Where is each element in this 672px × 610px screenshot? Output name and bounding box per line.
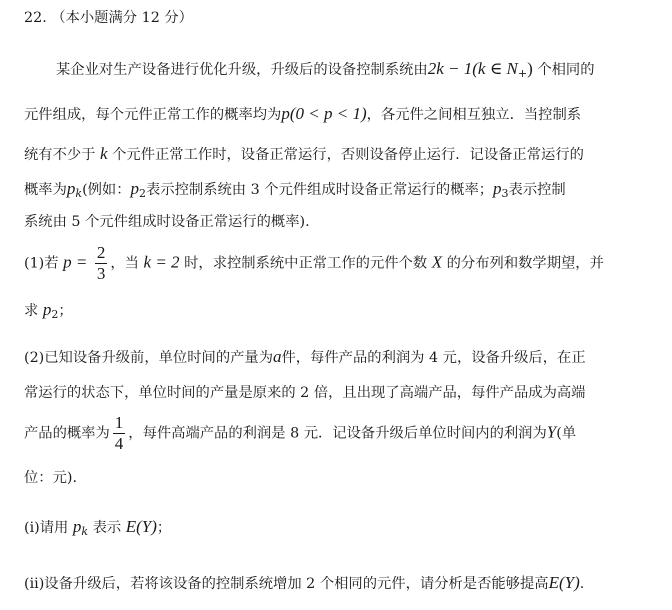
subquestion-i xyxy=(24,517,658,542)
problem-header xyxy=(24,8,658,28)
subquestion-ii xyxy=(24,573,658,594)
text: 某企业对生产设备进行优化升级，升级后的设备控制系统由 xyxy=(56,62,428,78)
math-var: X xyxy=(431,252,443,272)
intro-line-2 xyxy=(24,104,658,125)
math-sub: k xyxy=(75,187,83,200)
text: 表示控制系统由 3 个元件组成时设备正常运行的概率； xyxy=(146,182,494,198)
part2-line-3 xyxy=(24,413,658,454)
part2-line-1 xyxy=(24,347,658,368)
frac-num: 2 xyxy=(96,243,106,262)
math-paren: ) xyxy=(527,59,533,78)
part2-line-2 xyxy=(24,383,658,403)
text: ； xyxy=(156,520,172,536)
text: 时，求控制系统中正常工作的元件个数 xyxy=(184,255,428,272)
math-expr: 2k − 1 xyxy=(427,59,473,78)
math-cond: (k ∈ N xyxy=(472,59,518,78)
math-sub: k xyxy=(81,525,89,538)
text: (单 xyxy=(556,425,577,442)
text: (例如： xyxy=(82,182,131,198)
part1-line-2 xyxy=(24,300,658,325)
math-sub: 2 xyxy=(139,187,147,200)
text: 个元件正常工作时，设备正常运行，否则设备停止运行．记设备正常运行的 xyxy=(112,147,584,163)
text: 系统由 5 个元件组成时设备正常运行的概率). xyxy=(24,214,310,230)
intro-line-5 xyxy=(24,212,658,232)
math-var: p xyxy=(66,179,76,198)
problem-number: 22. xyxy=(24,10,47,26)
text: 求 xyxy=(24,303,39,319)
intro-line-4 xyxy=(24,179,658,204)
text: (i)请用 xyxy=(24,520,69,536)
frac-num: 1 xyxy=(114,413,124,432)
text: ； xyxy=(58,303,73,319)
text: 元件组成，每个元件正常工作的概率均为 xyxy=(24,107,282,123)
math-expr: p = xyxy=(63,252,88,272)
text: 表示控制 xyxy=(508,182,566,198)
math-expr: E(Y) xyxy=(125,517,157,536)
text: (1)若 xyxy=(24,255,59,272)
text: 个相同的 xyxy=(532,62,595,78)
text: 常运行的状态下，单位时间的产量是原来的 2 倍，且出现了高端产品，每件产品成为高端 xyxy=(24,385,586,401)
math-sub: + xyxy=(517,67,528,80)
math-var: p xyxy=(72,517,82,536)
score-note: （本小题满分 12 分） xyxy=(51,10,193,26)
text: (2)已知设备升级前，单位时间的产量为 xyxy=(24,350,273,366)
text: ，各元件之间相互独立．当控制系 xyxy=(366,107,582,123)
math-var: Y xyxy=(546,422,557,442)
text: 件，每件产品的利润为 4 元，设备升级后，在正 xyxy=(281,350,586,366)
text: 的分布列和数学期望，并 xyxy=(446,255,604,272)
part1-line-1 xyxy=(24,243,658,284)
math-sub: 2 xyxy=(51,308,59,321)
math-var: p xyxy=(130,179,140,198)
frac-den: 4 xyxy=(114,434,124,453)
part2-line-4 xyxy=(24,468,658,488)
text: 概率为 xyxy=(24,182,67,198)
text: (ii)设备升级后，若将该设备的控制系统增加 2 个相同的元件，请分析是否能够提高 xyxy=(24,576,549,592)
math-var: p xyxy=(493,179,502,198)
text: ，每件高端产品的利润是 8 元．记设备升级后单位时间内的利润为 xyxy=(128,425,547,442)
fraction-two-thirds xyxy=(95,243,108,284)
text: . xyxy=(579,576,585,592)
math-expr: E(Y) xyxy=(548,573,580,592)
math-expr: p(0 < p < 1) xyxy=(281,104,367,123)
math-var: p xyxy=(42,300,52,319)
math-var: a xyxy=(273,347,282,366)
intro-line-3 xyxy=(24,144,658,165)
text: ，当 xyxy=(110,255,139,272)
math-expr: k = 2 xyxy=(143,252,180,272)
intro-line-1 xyxy=(56,59,658,84)
text: 产品的概率为 xyxy=(24,425,110,442)
fraction-one-quarter xyxy=(113,413,126,454)
text: 位：元). xyxy=(24,470,78,486)
math-var: k xyxy=(100,144,108,163)
math-sub: 3 xyxy=(501,187,509,200)
text: 表示 xyxy=(92,520,122,536)
frac-den: 3 xyxy=(96,264,106,283)
text: 统有不少于 xyxy=(24,147,96,163)
